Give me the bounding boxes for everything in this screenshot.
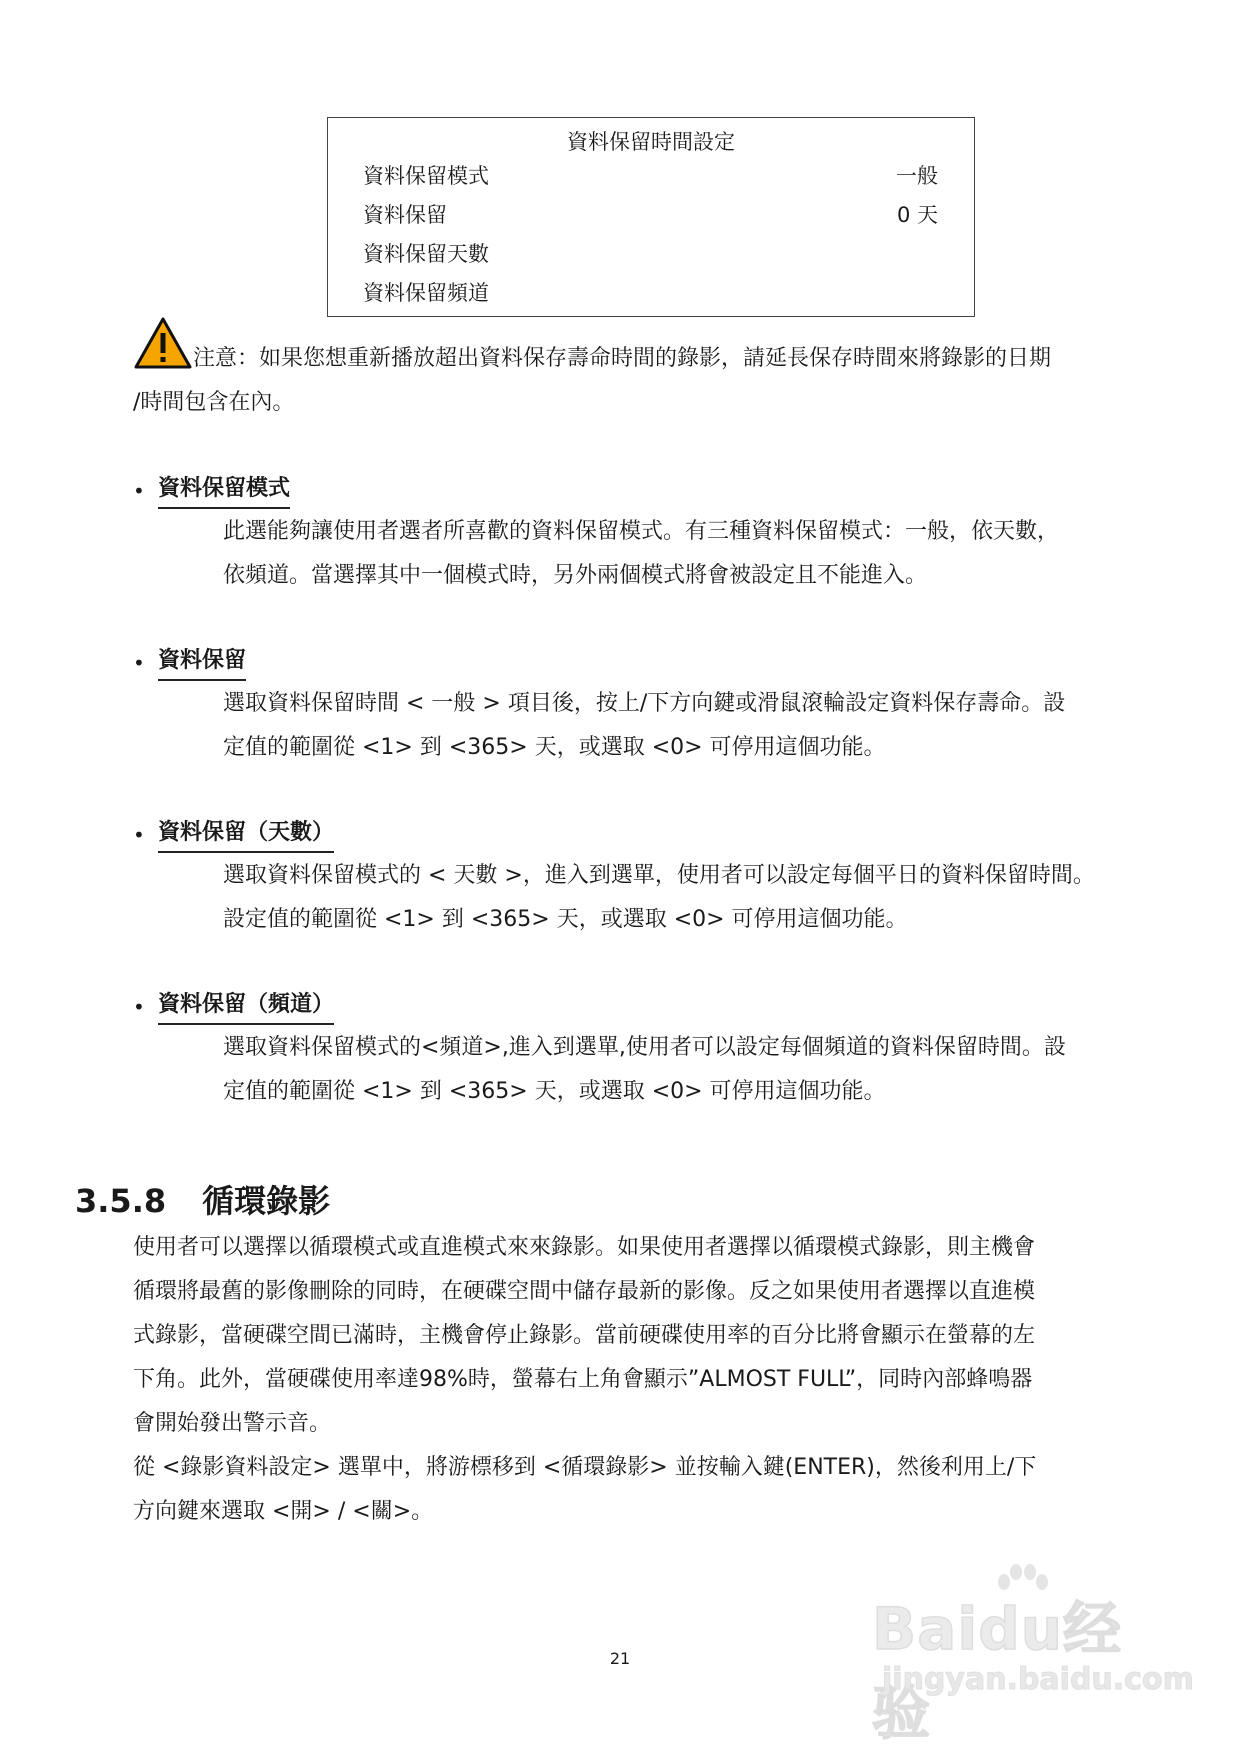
bullet-heading: 資料保留 — [158, 646, 246, 681]
bullet-body-line: 定值的範圍從 <1> 到 <365> 天，或選取 <0> 可停用這個功能。 — [223, 1079, 886, 1104]
bullet-body-line: 選取資料保留模式的 < 天數 >，進入到選單，使用者可以設定每個平日的資料保留時間。 — [223, 863, 1095, 888]
paragraph-line: 循環將最舊的影像刪除的同時，在硬碟空間中儲存最新的影像。反之如果使用者選擇以直進模 — [133, 1279, 1036, 1304]
settings-row-label: 資料保留天數 — [363, 242, 489, 266]
bullet-heading: 資料保留（頻道） — [158, 990, 334, 1025]
baidu-watermark — [872, 1562, 1194, 1747]
settings-row-label: 資料保留模式 — [363, 164, 489, 188]
paragraph-line: 下角。此外，當硬碟使用率達98%時，螢幕右上角會顯示”ALMOST FULL”，同時內部蜂鳴器 — [133, 1367, 1033, 1392]
bullet-dot: • — [133, 479, 145, 503]
settings-row-label: 資料保留 — [363, 203, 447, 227]
bullet-body-line: 選取資料保留時間 < 一般 > 項目後，按上/下方向鍵或滑鼠滾輪設定資料保存壽命。設 — [223, 691, 1066, 716]
settings-row-value: 0 天 — [896, 203, 938, 227]
paragraph-line: 會開始發出警示音。 — [133, 1411, 332, 1436]
warning-icon — [133, 316, 193, 370]
bullet-heading: 資料保留模式 — [158, 474, 290, 509]
warning-text-cont: /時間包含在內。 — [133, 390, 295, 415]
paragraph-line: 方向鍵來選取 <開> / <關>。 — [133, 1499, 434, 1524]
bullet-body-line: 依頻道。當選擇其中一個模式時，另外兩個模式將會被設定且不能進入。 — [223, 563, 928, 588]
watermark-brand: Baidu经验 — [872, 1595, 1123, 1747]
settings-row-label: 資料保留頻道 — [363, 281, 489, 305]
settings-table — [327, 117, 975, 317]
watermark-url: jingyan.baidu.com — [882, 1662, 1194, 1697]
section-number: 3.5.8 — [75, 1182, 167, 1220]
bullet-body-line: 此選能夠讓使用者選者所喜歡的資料保留模式。有三種資料保留模式：一般，依天數， — [223, 519, 1060, 544]
bullet-body-line: 定值的範圍從 <1> 到 <365> 天，或選取 <0> 可停用這個功能。 — [223, 735, 886, 760]
page-number: 21 — [609, 1649, 631, 1668]
bullet-body-line: 設定值的範圍從 <1> 到 <365> 天，或選取 <0> 可停用這個功能。 — [223, 907, 908, 932]
bullet-dot: • — [133, 823, 145, 847]
section-title: 循環錄影 — [202, 1182, 331, 1220]
settings-row-value: 一般 — [896, 164, 938, 188]
warning-text: 注意：如果您想重新播放超出資料保存壽命時間的錄影，請延長保存時間來將錄影的日期 — [193, 346, 1052, 371]
settings-title: 資料保留時間設定 — [567, 130, 735, 154]
paragraph-line: 式錄影，當硬碟空間已滿時，主機會停止錄影。當前硬碟使用率的百分比將會顯示在螢幕的左 — [133, 1323, 1036, 1348]
bullet-body-line: 選取資料保留模式的<頻道>,進入到選單,使用者可以設定每個頻道的資料保留時間。設 — [223, 1035, 1066, 1060]
bullet-heading: 資料保留（天數） — [158, 818, 334, 853]
bullet-dot: • — [133, 651, 145, 675]
paragraph-line: 使用者可以選擇以循環模式或直進模式來來錄影。如果使用者選擇以循環模式錄影，則主機會 — [133, 1235, 1036, 1260]
paragraph-line: 從 <錄影資料設定> 選單中，將游標移到 <循環錄影> 並按輸入鍵(ENTER)，然後利用上/下 — [133, 1455, 1037, 1480]
bullet-dot: • — [133, 995, 145, 1019]
section-heading — [75, 1176, 330, 1222]
